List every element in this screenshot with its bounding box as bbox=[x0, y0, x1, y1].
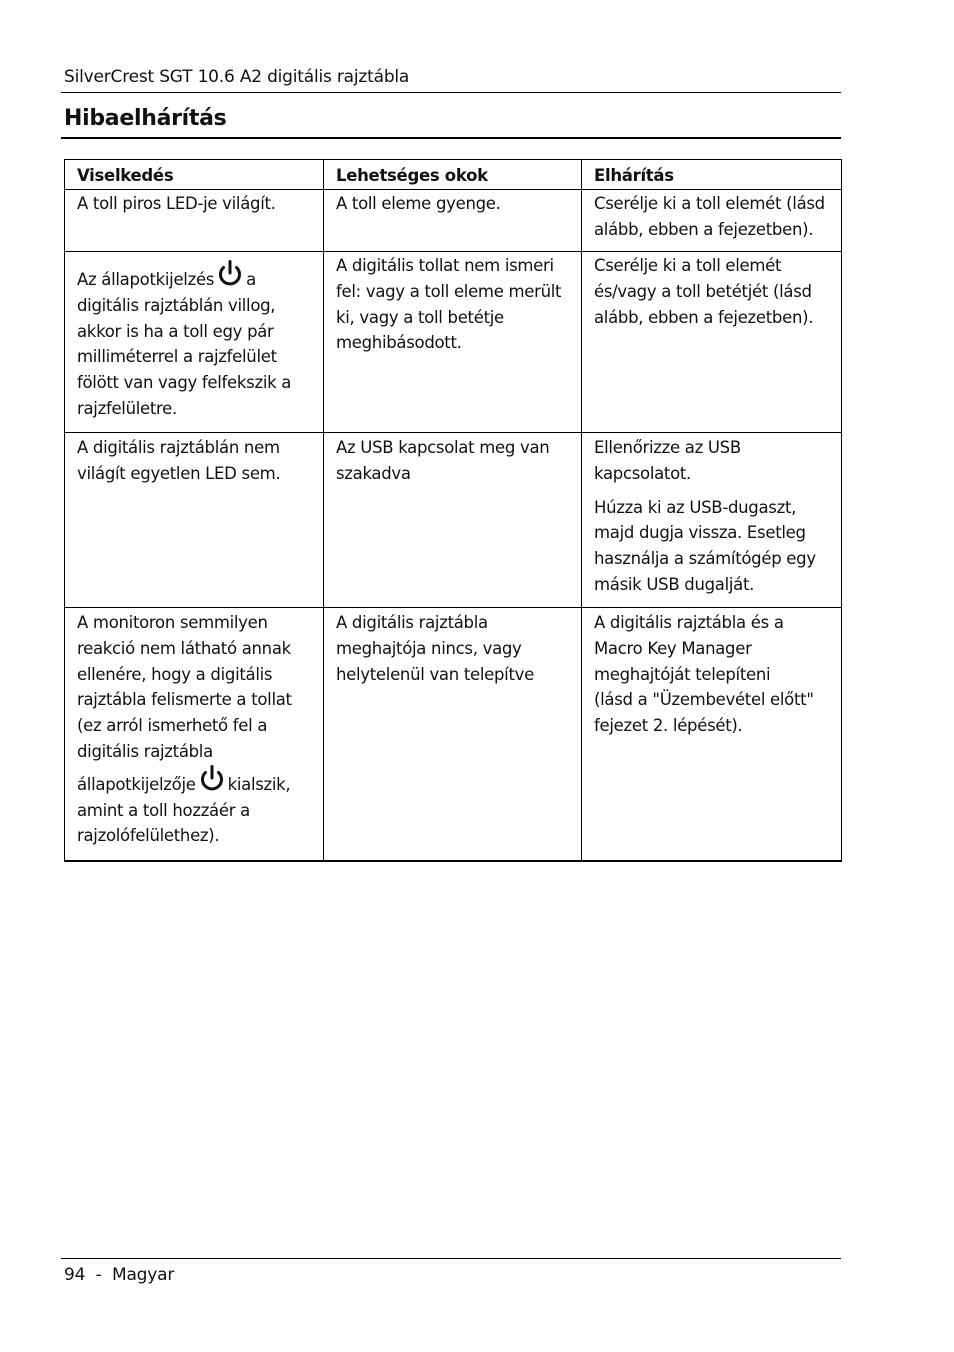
column-header-remedy: Elhárítás bbox=[582, 160, 842, 190]
remedy-paragraph-2: Húzza ki az USB-dugaszt, majd dugja vissza. Esetleg használja a számítógép egy másik USB dugalját. bbox=[594, 497, 816, 594]
power-icon bbox=[197, 765, 227, 793]
table-row bbox=[65, 190, 842, 252]
cause-cell: A digitális rajztábla meghajtója nincs, vagy helytelenül van telepítve bbox=[324, 608, 582, 862]
table-row bbox=[65, 608, 842, 862]
behavior-text-start: A monitoron semmilyen reakció nem látható annak ellenére, hogy a digitális rajztábla felismerte a tollat (ez arról ismerhető fel a digitális rajztábla állapotkijelzője bbox=[77, 613, 292, 794]
behavior-text-start: Az állapotkijelzés bbox=[77, 270, 215, 289]
table-row bbox=[65, 252, 842, 433]
remedy-cell: Cserélje ki a toll elemét és/vagy a toll betétjét (lásd alább, ebben a fejezetben). bbox=[582, 252, 842, 433]
footer-rule bbox=[61, 1258, 841, 1259]
section-title-rule bbox=[61, 137, 841, 139]
behavior-cell: A toll piros LED-je világít. bbox=[65, 190, 324, 252]
remedy-cell: Cserélje ki a toll elemét (lásd alább, ebben a fejezetben). bbox=[582, 190, 842, 252]
behavior-text-end: kialszik, amint a toll hozzáér a rajzolófelülethez). bbox=[77, 774, 291, 846]
cause-cell: Az USB kapcsolat meg van szakadva bbox=[324, 433, 582, 608]
cause-cell: A digitális tollat nem ismeri fel: vagy a toll eleme merült ki, vagy a toll betétje meghibásodott. bbox=[324, 252, 582, 433]
remedy-line-2: (lásd a "Üzembevétel előtt" fejezet 2. lépését). bbox=[594, 690, 814, 736]
power-icon bbox=[215, 260, 245, 288]
remedy-line-1: A digitális rajztábla és a Macro Key Manager meghajtóját telepíteni bbox=[594, 613, 784, 684]
cause-cell: A toll eleme gyenge. bbox=[324, 190, 582, 252]
table-row bbox=[65, 433, 842, 608]
remedy-paragraph-1: Ellenőrizze az USB kapcsolatot. bbox=[594, 438, 741, 483]
running-header: SilverCrest SGT 10.6 A2 digitális rajztábla bbox=[64, 67, 410, 87]
page-footer: 94 - Magyar bbox=[64, 1265, 175, 1285]
behavior-cell bbox=[65, 252, 324, 433]
section-title: Hibaelhárítás bbox=[64, 106, 227, 131]
behavior-cell: A digitális rajztáblán nem világít egyetlen LED sem. bbox=[65, 433, 324, 608]
remedy-cell bbox=[582, 608, 842, 862]
troubleshooting-table bbox=[64, 159, 842, 862]
behavior-text-end: a digitális rajztáblán villog, akkor is ha a toll egy pár milliméterrel a rajzfelület fölött van vagy felfekszik a rajzfelületre. bbox=[77, 270, 292, 418]
column-header-causes: Lehetséges okok bbox=[324, 160, 582, 190]
header-rule bbox=[61, 92, 841, 93]
remedy-cell bbox=[582, 433, 842, 608]
column-header-behavior: Viselkedés bbox=[65, 160, 324, 190]
table-header-row bbox=[65, 160, 842, 190]
behavior-cell bbox=[65, 608, 324, 862]
